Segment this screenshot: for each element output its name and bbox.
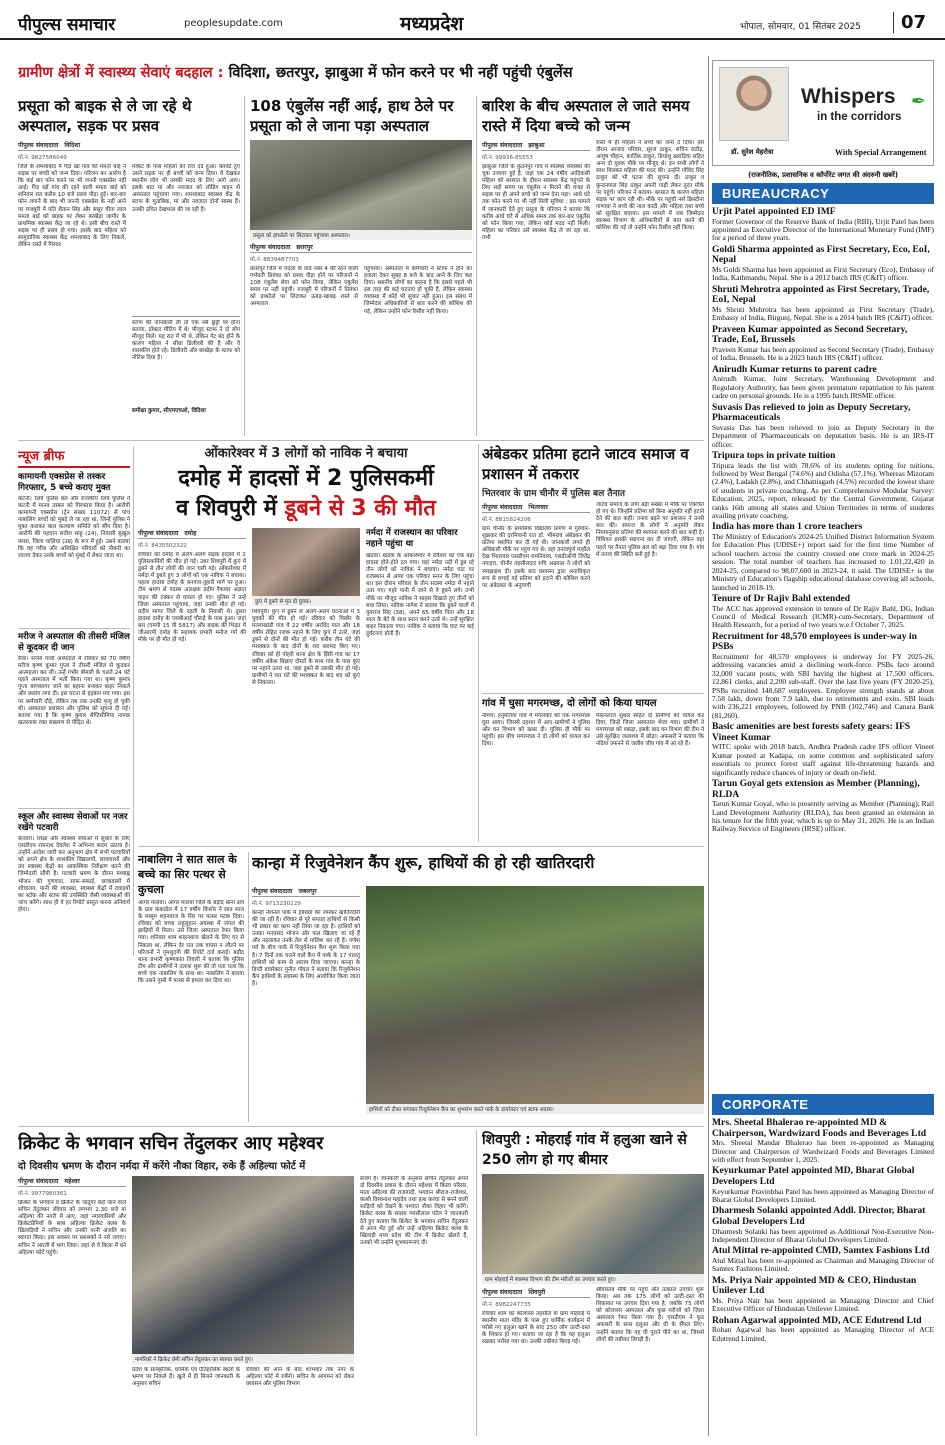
- byline-name: पीपुल्स संवाददाता: [252, 888, 293, 895]
- story-headline-highlight: डूबने से 3 की मौत: [284, 496, 436, 521]
- story-body: क्रिकेट के भगवान व क्रिकेट के जादूगर कहे जाने वाले सचिन तेंदुलकर रविवार को लगभग 2.30 बजे मां अहिल्या की नगरी में आए, जहां नगरवासियों और क्रिकेटप्रेमियों के साथ अहिल्या क्रिकेट क्लब के खिलाड़ियों ने सचिन और उनकी पत्नी अंजलि का स्वागत किया। इस अवसर पर प्रशंसकों ने नारे लगाए। सचिन ने आरती में भाग लिया। जहां से वे किला में बने अहिल्या फोर्ट पहुंचे।: [18, 1200, 126, 1256]
- sub-headline: भितरवार के ग्राम चीनौर में पुलिस बल तैनात: [482, 489, 626, 499]
- brief-headline: मरीज ने अस्पताल की तीसरी मंजिल से कूदकर दी जान: [18, 632, 130, 653]
- dateline: भोपाल, सोमवार, 01 सितंबर 2025: [740, 22, 861, 32]
- mobile-number: मो.नं. 9827586049: [18, 155, 67, 161]
- story-body: कान्हा नेशनल पार्क में हाथियों की जमकर खातिरदारी की जा रही है। रविवार से पूरे सप्ताह हाथियों से किसी भी प्रकार का काम नहीं लिया जा रहा है। हाथियों को उनका मनपसंद भोजन और फल खिलाए जा रहे हैं और नहलाकर उनके तेल से मालिश कर रहे हैं। गणेश पर्व के बीच पार्क में रिजुवेनेशन कैंप शुरू किया गया है। 7 दिनों तक चलने वाले कैंप में पार्क के 17 पालतू हाथियों को काम से आराम दिया जाएगा। कान्हा के डिप्टी डायरेक्टर पुनीत गोयल ने बताया कि रिजुवेनेशन कैंप हाथियों के स्वास्थ्य के लिए आयोजित किया जाता है।: [252, 910, 360, 987]
- byline-place: जबलपुर: [298, 888, 317, 895]
- story-body-continued: मार्केट के पास महिला को तेज दर्द हुआ। करवटें हुए उसने सड़क पर ही बच्ची को जन्म दिया। ये देखकर स्थानीय लोग भी उसकी मदद के लिए आगे आए। इसके बाद मां और नवजात को लोडिंग वाहन से अस्पताल पहुंचाया गया। शमशाबाद स्वास्थ्य केंद्र के स्टाफ के मुताबिक, मां और नवजात दोनों स्वस्थ हैं। उनकी उचित देखभाल की जा रही है।: [132, 164, 240, 213]
- brief-item: [18, 472, 130, 624]
- whispers-item-headline: Ms. Priya Nair appointed MD & CEO, Hindustan Unilever Ltd: [712, 1274, 917, 1297]
- whispers-item: [712, 522, 934, 591]
- whispers-item: [712, 245, 934, 283]
- whispers-item-body: The ACC has approved extension in tenure of Dr Rajiv Bahl, DG, Indian Council of Medical Research (ICMR)-cum-Secretary, Department of Health Research, for a period of two years w.e.f October 7, 2025.: [712, 603, 934, 630]
- crocodile-body-continued: मोहनलाल सुथार सहित दो ग्रामीणों को घायल कर दिया, जिन्हें जिला अस्पताल भेजा गया। ग्रामीणों ने मगरमच्छ को पकड़ा, इसके बाद वन विभाग की टीम ने उसे सुरक्षित जलाशय में छोड़ा। अफसरों ने बताया कि नदियां उफनने से जलीय जीव गांव में आ रहे हैं।: [596, 713, 704, 748]
- story-body-continued: रास्ते में ही महिला ने बच्चे को जन्म दे दिया। इस दौरान आजाद परिवार, सूरज ठाकुर, सचिन राठौड़, आयुष चौहान, कार्तिक ठाकुर, प्रियांशु खराड़िया सहित अन्य दो युवक मौके पर मौजूद थे। इन सभी लोगों ने साथ मिलकर महिला की मदद की। उन्होंने गोविंद सिंह ठाकुर को भी घटना की सूचना दी। ठाकुर व कुन्दनपाल सिंह ठाकुर अपनी गाड़ी लेकर तुरंत मौके पर पहुंचे। परिजन ने बताया- बरसात के कारण महिला सड़क पर कांप रही थी। मौके पर पहुंची नर्स क्रिस्टीना गाणावा ने बच्चे की नाल काटी और महिला तथा बच्चे को सुरक्षित बचाया। इस मामले में जब जिम्मेदार स्वास्थ्य विभाग के अधिकारियों से बात करने की कोशिश की गई तो उन्होंने फोन रिसीव नहीं किया।: [596, 140, 704, 232]
- brief-headline: कामायनी एक्सप्रेस से तस्कर गिरफ्तार, 5 बच्चे कराए मुक्त: [18, 472, 111, 493]
- story-damoh-shivpuri: [138, 444, 474, 842]
- whispers-item-body: Suvasis Das has been relieved to join as Deputy Secretary in the Department of Pharmaceuticals on deputation basis. He is an IRS-IT officer.: [712, 422, 934, 449]
- corporate-list: [712, 1115, 934, 1438]
- sub-headline: दो दिवसीय भ्रमण के दौरान नर्मदा में करेंगे नौका विहार, रुके हैं अहिल्या फोर्ट में: [18, 1161, 306, 1172]
- whispers-item-headline: Atul Mittal re-appointed CMD, Samtex Fashions Ltd: [712, 1245, 930, 1257]
- sub-headline: नर्मदा में राजस्थान का परिवार नहाने पहुंचा था: [366, 528, 458, 549]
- story-vidisha: [18, 96, 240, 436]
- story-body: रविवार को दमोह में अलग-अलग सड़क हादसों में 2 पुलिसकर्मियों की मौत हो गई। उधर शिवपुरी में कुएं में डूबने से तीन लोगों की जान चली गई। ओंकारेश्वर में नर्मदा में डूबते हुए 3 लोगों को एक नाविक ने बचाया। पहला हादसा दमोह के बनगांव-तुहारी मार्ग पर हुआ। टीम भ्रमण से पदस्थ आरक्षक प्रदीप रैकवार अज्ञात वाहन की टक्कर से घायल हो गए। पुलिस ने उन्हें जिला अस्पताल पहुंचाया, जहां उनकी मौत हो गई। प्रदीप सागर जिले के रहली के निवासी थे। दूसरा हादसा दमोह के एसबीआई चौराहे के पास हुआ। जहां बस (एमपी 15 पी 5817) और बाइक की भिड़ंत में जीआरपी दमोह के सहायक प्रभारी मनोज गर्ग की मौके पर ही मौत हो गई।: [138, 552, 246, 644]
- whispers-item: [712, 325, 934, 363]
- mobile-number: मो.नं. 8815824206: [482, 517, 531, 523]
- whispers-item-body: Ms Goldi Sharma has been appointed as First Secretary (Eco), Embassy of India, Kathmandu, Nepal. She is a 2012 batch IRS (C&IT) officer.: [712, 265, 934, 283]
- story-kanha: [252, 852, 704, 1122]
- banner-text: विदिशा, छतरपुर, झाबुआ में फोन करने पर भी नहीं पहुंची एंबुलेंस: [228, 65, 573, 81]
- whispers-item-body: Recruitment for 48,570 employees is underway for FY 2025-26, addressing vacancies amid a declining work-force. PSBs face around 32,000 vacant posts, with SBI having the highest at 17,500 officers, 12,861 clerks, and 2,200 sub-staff. Over the last five years (FY 2020-25), PSBs recruited 148,687 employees. Employee strength stands at about 7.58 lakh, down from 7.9 lakh, due to retirements and exits. SBI leads with 236,221 employees, followed by PNB (102,746) and Canara Bank (81,260).: [712, 651, 934, 720]
- photo-caption: हाथियों को टीका लगाकर रिजुवेनेशन कैंप का शुभारंभ करते पार्क के डायरेक्टर एवं स्टाफ सदस्य।: [366, 1104, 704, 1114]
- byline-name: पीपुल्स संवाददाता: [482, 1289, 523, 1296]
- whispers-item-headline: Suvasis Das relieved to join as Deputy Secretary, Pharmaceuticals: [712, 401, 911, 424]
- section-title: मध्यप्रदेश: [400, 13, 464, 35]
- brief-body: रीवा। संजय गांधी अस्पताल में रविवार को 70 वर्षीय मरीज कृष्ण कुमार गुप्ता ने तीसरी मंजिल से कूदकर आत्महत्या कर ली। उन्हें गंभीर बीमारी के चलते 24 घंटे पहले अस्पताल में भर्ती किया गया था। कृष्ण कुमार गुप्ता बाणसागर जाने का बहाना बनाकर बाहर निकले और छलांग लगा दी। इस घटना से हड़कंप मच गया। इस पर कर्मचारी दौड़े, लेकिन तब तक उनकी मृत्यु हो चुकी थी। अस्पताल प्रशासन और पुलिस को सूचना दी गई। बताया गया है कि कृष्ण कुमार सेप्टिसीमिया नामक खतरनाक रक्त संक्रमण से पीड़ित थे।: [18, 656, 130, 726]
- whispers-item: [712, 1118, 934, 1164]
- byline: [482, 140, 590, 151]
- quote-author: समीक्षा कुमार, सीएमएचओ, विदिशा: [132, 408, 206, 414]
- columnist-name: डॉ. सुरेश मेहरोत्रा: [731, 148, 774, 156]
- byline-place: भितरवार: [528, 504, 548, 511]
- story-headline: शिवपुरी : मोहराई गांव में हलुआ खाने से 250 लोग हो गए बीमार: [482, 1132, 687, 1168]
- whispers-item-headline: Keyurkumar Patel appointed MD, Bharat Global Developers Ltd: [712, 1165, 915, 1187]
- medical-camp-photo: [482, 1174, 704, 1284]
- official-quote: [132, 316, 240, 414]
- byline: [138, 528, 246, 539]
- story-headline: नाबालिग ने सात साल के बच्चे का सिर पत्थर से कुचला: [138, 853, 237, 896]
- photo-caption: नागरिकों ने क्रिकेट प्रेमी सचिन तेंदुलकर का स्वागत करते हुए।: [132, 1354, 354, 1364]
- byline-place: महेश्वर: [64, 1178, 80, 1185]
- byline: [482, 502, 590, 513]
- story-body: आगर मालवा। आगर मालवा जिले के बड़ौद थाना क्षेत्र के ग्राम कंकाडेल में 17 वर्षीय किशोर ने सात साल के मासूम शहनवाज के सिर पर पत्थर पटक दिया। रविवार को बच्चा लहूलुहान अवस्था में जंगल की झाड़ियों में मिला। उसे जिला अस्पताल रेफर किया गया। शनिवार शाम शाहनवाज खेलने के लिए घर से निकला था, लेकिन देर रात तक वापस न लौटने पर परिजनों ने गुमशुदगी की रिपोर्ट दर्ज कराई। बड़ौद थाना प्रभारी कृष्णकांत तिवारी ने बताया कि पुलिस टीम और ग्रामीणों ने तलाश शुरू की तो पता चला कि बच्चे एक नाबालिग के साथ था। नाबालिग ने बताया कि उसने गुस्से में पत्थर से हमला कर दिया था।: [138, 900, 244, 985]
- whispers-item-body: Mrs. Sheetal Mandar Bhalerao has been re-appointed as Managing Director and Chairperson of Wardwizard Foods and Beverages Limited with effect from September 1, 2025.: [712, 1138, 934, 1164]
- byline-place: शिवपुरी: [528, 1289, 546, 1296]
- whispers-item: [712, 403, 934, 449]
- whispers-item-headline: Mrs. Sheetal Bhalerao re-appointed MD & Chairperson, Wardwizard Foods and Beverages Ltd: [712, 1117, 927, 1139]
- elephant-photo: [366, 886, 704, 1114]
- byline: [482, 1287, 590, 1298]
- story-body-continued: जाटव समाज के लोग बड़ी संख्या में मौके पर एकत्रित हो गए थे। जिन्होंने प्रतिमा को बिना अनुमति नहीं हटाने देने की बात कही। तनाव बढ़ने पर प्रशासन ने उनसे बात की। समाज के लोगों ने अनुमति लेकर नियमानुसार प्रतिमा की स्थापना करने की बात कही है। विधिवत इसकी स्थापना कर दी जाएगी, लेकिन वहां पहले पर तैनात पुलिस बल को बढ़ा दिया गया है। गांव में तनाव की स्थिति बनी हुई है।: [596, 502, 704, 558]
- whispers-item-headline: Tripura tops in private tuition: [712, 450, 836, 462]
- paper-name: पीपुल्स समाचार: [18, 15, 116, 35]
- drowning-victims-photo: [252, 528, 360, 606]
- whispers-item-headline: Tarun Goyal gets extension as Member (Planning), RLDA: [712, 777, 920, 800]
- whispers-item-headline: Goldi Sharma appointed as First Secretary, Eco, EoI, Nepal: [712, 243, 930, 266]
- story-agar-malwa: [138, 852, 244, 1122]
- whispers-item-body: Dharmesh Solanki has been appointed as Additional Non-Executive Non-Independent Director of Bharat Global Developers Limited.: [712, 1226, 934, 1244]
- whispers-item-headline: India has more than 1 crore teachers: [712, 521, 863, 533]
- byline-name: पीपुल्स संवाददाता: [138, 530, 179, 537]
- brief-body: बाजारा। शिक्षा और स्वास्थ्य सेवाओं में सुधार के लिए एसडीएम रामनाथ देवलेश ने अभिनव कदम उठाया है। उन्होंने आदेश जारी कर अनुभाग क्षेत्र में सभी पटवारियों को अपने क्षेत्र के शासकीय विद्यालयों, छात्रावासों और उप स्वास्थ्य केंद्रों का आकस्मिक निरीक्षण करने की जिम्मेदारी सौंपी है। पटवारी भ्रमण के दौरान मध्याह्न भोजन की गुणवत्ता, साफ-सफाई, छात्रावासों में शौचालय, पानी की व्यवस्था, स्वास्थ्य केंद्रों में दवाइयों का स्टॉक और स्टाफ की उपस्थिति जैसी व्यवस्थाओं की जांच करेंगे। साथ ही वे हर रिपोर्ट प्रस्तुत करना अनिवार्य होगा।: [18, 836, 130, 913]
- whispers-subtitle: in the corridors: [817, 111, 902, 123]
- whispers-item: [712, 779, 934, 834]
- masthead: [0, 0, 945, 40]
- whispers-item-body: The Ministry of Education's 2024-25 Unified District Information System for Education Plus (UDISE+) report said for the first time Number of school teachers across the country crossed one crore mark in 2024-25 session. The total number of teachers has increased to 1,01,22,420 in 2024-25, compared to 98,07,600 in 2023-24, it said. The UDISE+ is the Ministry of Education's flagship educational database covering all schools, launched in 2018-19.: [712, 532, 934, 592]
- columnist-photo: [719, 67, 789, 141]
- whispers-item-headline: Tenure of Dr Rajiv Bahl extended: [712, 592, 851, 604]
- story-body: झाबुआ जिले के कुंदनपुर गांव में स्वास्थ्य व्यवस्था की चूक उजागर हुई है, जहां एक 24 वर्षीय आदिवासी महिला को बरसात के दौरान स्वास्थ्य केंद्र पहुंचने के लिए सही समय पर एंबुलेंस न मिलने की वजह से सड़क पर ही अपने बच्चे को जन्म देना पड़ा। आधे घंटे तक फोन करने पर भी नहीं मिली सुविधा : इस मामले में जानकारी देते हुए प्रसूता के परिजन ने बताया कि करीब आधे घंटे से अधिक समय तक बार-बार एंबुलेंस को फोन किया गया, लेकिन कोई मदद नहीं मिली। महिला का परिवार उसे स्वास्थ्य केंद्र ले जा रहा था, तभी: [482, 164, 590, 241]
- whispers-item: [712, 1316, 934, 1343]
- brief-headline: स्कूल और स्वास्थ्य सेवाओं पर नजर रखेंगे पटवारी: [18, 812, 128, 833]
- story-body-omkareshwar: खंडवा। खंडवा के ओंकारेश्वर में रविवार को एक बड़ा हादसा होते-होते टल गया। यहां नर्मदा नदी में डूब रहे तीन लोगों को नाविक ने बचाया। नर्मदा घाट पर राजस्थान से आया एक परिवार स्नान के लिए पहुंचा था। इस दौरान परिवार के तीन सदस्य नर्मदा में नहाने उतर गए। गहरे पानी में जाने से वे डूबने लगे। तभी मौके पर मौजूद नाविक ने साहस दिखाते हुए तीनों को बचा लिया। नाविक नागेश ने बताया कि डूबने वालों में युवराज सिंह (38), अपने 65 वर्षीय पिता और 18 साल के बेटे के साथ स्नान करने उतरे थे। उन्हें सुरक्षित बाहर निकाला गया। नाविक ने बताया कि घाट पर कई दुर्घटनाएं होती हैं।: [366, 553, 474, 638]
- whispers-item-headline: Basic amenities are best forests safety gears: IFS Vineet Kumar: [712, 721, 911, 743]
- photo-caption: प्रसूता को हाथठेले पर लिटाकर पहुंचाया अस्पताल।: [250, 230, 472, 240]
- story-kicker: ओंकारेश्वर में 3 लोगों को नाविक ने बचाया: [204, 446, 408, 461]
- mobile-number: मो.नं. 9713230229: [252, 901, 301, 907]
- story-body: जिले के शमशाबाद में गैदा खाँ गांव की ममता बाई ने सड़क पर बच्ची को जन्म दिया। परिजन का आरोप है कि कई बार फोन करने पर भी जननी एक्सप्रेस नहीं आई। गैंदा खाँ गांव की रहने वाली ममता बाई को शनिवार रात करीब 10 बजे प्रसव पीड़ा हुई। बार-बार फोन लगाने के बाद भी जननी एक्सप्रेस के नहीं आने पर मजबूरी में पति शैतान सिंह और ससुर चीता लाल ममता बाई को बाइक पर लेकर बरखेड़ा जागीर के प्राथमिक स्वास्थ्य केंद्र जा रहे थे। इसी बीच रास्ते में सड़क पर ही प्रसव हो गया। इसके बाद महिला को सामुदायिक स्वास्थ्य केंद्र शमशाबाद के लिए निकले, लेकिन रास्ते में गिरधर: [18, 164, 126, 249]
- whispers-item-body: Tripura leads the list with 78.6% of its students opting for tuitions, followed by West Bengal (74.6%) and Odisha (57.1%). Whereas Mizoram (2.4%), Ladakh (2.8%), and Chhattisgarh (4.5%) recorded the lowest share of students in private coaching. As per Comprehensive Modular Survey: Education, 2025, report, released by the Central Government, Gujarat ranks 16th among all states and Union Territories in terms of students availing private coaching.: [712, 460, 934, 521]
- special-arrangement: With Special Arrangement: [835, 148, 927, 157]
- whispers-item-body: Ms Shruti Mehrotra has been appointed as First Secretary (Trade), Embassy of India, Birgunj, Nepal. She is a 2014 batch IRS (C&IT) officer.: [712, 305, 934, 323]
- whispers-item-body: Atul Mittal has been re-appointed as Chairman and Managing Director of Samtex Fashions Limited.: [712, 1256, 934, 1274]
- mobile-number: मो.नं. 9977980361: [18, 1191, 67, 1197]
- story-headline: क्रिकेट के भगवान सचिन तेंदुलकर आए महेश्वर: [18, 1133, 324, 1154]
- quote-text: स्टाफ की जानकारी ली तो एक नर्स छुट्टी पर होना बताया, डॉक्टर मीटिंग में थे। मौजूद स्टाफ ने दो लोग मौजूद मिले। यह रात में भी थे, लेकिन गेट बंद होने के कारण महिला ने सीधा डिलीवरी की है और वे शासकीय होते रहे। डिलीवरी और बरखेड़ा के स्टाफ को नोटिस दिया है।: [132, 320, 240, 362]
- whispers-item: [712, 594, 934, 630]
- whispers-item-body: Keyurkumar Pravinbhai Patel has been appointed as Managing Director of Bharat Global Developers Limited.: [712, 1186, 934, 1204]
- health-banner: [18, 62, 700, 88]
- byline-place: छतरपुर: [296, 244, 313, 251]
- photo-caption: ग्राम मोहराई में स्वास्थ्य विभाग की टीम मरीजों का उपचार करते हुए।: [482, 1274, 704, 1284]
- whispers-item-body: Rohan Agarwal has been appointed as Managing Director of ACE Edutrend Limited.: [712, 1325, 934, 1343]
- story-shivpuri-halwa: [482, 1130, 704, 1436]
- whispers-item-headline: Urjit Patel appointed ED IMF: [712, 206, 836, 217]
- story-body-shivpuri: शिवपुरी। कुएं में डूबने से अलग-अलग घटनाओं में 3 युवकों की मौत हो गई। रविवार को पिछोर के मल्लाखांडी गांव में 22 वर्षीय अरविंद पाल और 18 वर्षीय रोहित रजक नहाने के लिए कुएं में उतरे, जहां डूबने से दोनों की मौत हो गई। करीब तीन घंटे की मशक्कत के बाद दोनों के शव बरामद किए गए। रविवार को ही पोहरी थाना क्षेत्र के झिरी गांव का 17 वर्षीय अंकेश बिछाए दोस्तों के साथ गांव के पास कुएं पर नहाने उतरा था, जहां डूबने से उसकी मौत हो गई। ग्रामीणों ने चार घंटे की मशक्कत के बाद शव को कुएं से निकाला।: [252, 609, 360, 686]
- brief-label: न्यूज ब्रीफ: [18, 446, 130, 468]
- byline-name: पीपुल्स संवाददाता: [18, 1178, 59, 1185]
- byline: [18, 140, 240, 151]
- whispers-item: [712, 207, 934, 243]
- whispers-item-headline: Praveen Kumar appointed as Second Secretary, Trade, EoI, Brussels: [712, 323, 908, 346]
- byline: [250, 242, 472, 253]
- corporate-heading: CORPORATE: [712, 1094, 934, 1115]
- mobile-number: मो.नं. 8435502322: [138, 543, 187, 549]
- whispers-item: [712, 722, 934, 777]
- story-body-continued-2: रविवार की आने के बाद शांभवार तक नगर के अहिल्या फोर्ट में रुकेंगे। सचिन के आगमन को लेकर प्रशासन और पुलिस विभाग: [246, 1367, 354, 1388]
- brief-body: कटनी। रेलवे पुलिस बल और राजकीय रेलवे पुलिस ने कटनी में मानव तस्कर को गिरफ्तार किया है। आरोपी कामायनी एक्सप्रेस (ट्रेन संख्या 11072) से पांच नाबालिग बच्चों को मुंबई ले जा रहा था, जिन्हें पुलिस ने मुक्त कराकर बाल कल्याण समिति को सौंप दिया है। आरोपी की पहचान सतीश साहू (24), निवासी सुखुल छपरा, जिला चालिया (उप्र) के रूप में हुई। उसने बताया कि वह गरीब और अशिक्षित परिवारों को नौकरी का लालच देकर उनके बच्चों को मुंबई में लेकर जाता था।: [18, 496, 130, 559]
- story-body: छतरपुर जिले में चंदला के वार्ड नंबर 4 की रहने वाली गर्भवती प्रियंका को प्रसव पीड़ा होने पर परिजनों ने 108 एंबुलेंस सेवा को फोन किया, लेकिन एंबुलेंस समय पर नहीं पहुंची। मजबूरी में परिजनों ने प्रियंका को हाथठेले पर लिटाकर ऊबड़-खाबड़ रास्ते से अस्पताल: [250, 266, 358, 308]
- story-headline: बारिश के बीच अस्पताल ले जाते समय रास्ते में दिया बच्चे को जन्म: [482, 97, 690, 135]
- sachin-photo: [132, 1176, 354, 1364]
- story-headline: कान्हा में रिजुवेनेशन कैंप शुरू, हाथियों की हो रही खातिरदारी: [252, 854, 595, 872]
- whispers-title: Whispers: [801, 85, 896, 108]
- story-headline: प्रसूता को बाइक से ले जा रहे थे अस्पताल, सड़क पर प्रसव: [18, 97, 192, 135]
- story-body-continued: प्रदेश के सांस्कृतिक, धार्मिक एवं ऐतिहासिक स्थलों के भ्रमण पर निकले हैं। खुले में ही मिलने जानकारी के अनुसार सचिन: [132, 1367, 240, 1388]
- story-ambedkar: [482, 444, 704, 842]
- mobile-number: मो.नं. 8982247735: [482, 1302, 531, 1308]
- photo-caption: कुएं में डूबने से मृत दो युवक।: [252, 596, 360, 606]
- whispers-tagline: (राजनीतिक, प्रशासनिक व कॉर्पोरेट जगत की अंदरुनी खबरें): [748, 171, 898, 179]
- crocodile-headline: गांव में घुसा मगरमच्छ, दो लोगों को किया घायल: [482, 693, 704, 710]
- whispers-item: [712, 632, 934, 720]
- website: peoplesupdate.com: [184, 18, 283, 29]
- brief-item: [18, 808, 130, 956]
- whispers-item-body: Ms. Priya Nair has been appointed as Managing Director and Chief Executive Officer of Hindustan Unilever Limited.: [712, 1296, 934, 1314]
- feather-icon: ✒: [911, 91, 927, 112]
- whispers-item: [712, 285, 934, 323]
- news-brief: [18, 446, 130, 956]
- story-headline-part: व शिवपुरी में: [176, 496, 277, 521]
- whispers-item-body: Tarun Kumar Goyal, who is presently serving as Member (Planning), Rail Land Development Authority (RLDA), has been granted an extension in his tenure for the fifth year, which is up to May 31, 2026. He is an Indian Railway Service of Engineers (IRSE) officer.: [712, 799, 934, 834]
- whispers-column: [712, 60, 934, 1438]
- whispers-item-headline: Anirudh Kumar returns to parent cadre: [712, 363, 877, 375]
- whispers-item: [712, 1276, 934, 1314]
- banner-kicker: ग्रामीण क्षेत्रों में स्वास्थ्य सेवाएं बदहाल :: [18, 65, 224, 81]
- mobile-number: मो.नं. 99936-85553: [482, 155, 533, 161]
- whispers-item: [712, 1206, 934, 1244]
- byline-place: झाबुआ: [528, 142, 545, 149]
- story-body: रविवार शाम को कोलारस तहसील के ग्राम मोहराई में स्थानीय माता मंदिर के पास हुए धार्मिक कार्यक्रम में परोसे गए हलुआ खाने के बाद 250 लोग उल्टी-दस्त के शिकार हो गए। बताया जा रहा है कि यह हलुआ रखकर परोसा गया था। उनकी तबीयत बिगड़ गई।: [482, 1311, 590, 1346]
- story-sachin: [18, 1130, 470, 1436]
- story-headline: अंबेडकर प्रतिमा हटाने जाटव समाज व प्रशासन में तकरार: [482, 445, 689, 483]
- story-headline: 108 एंबुलेंस नहीं आई, हाथ ठेले पर प्रसूता को ले जाना पड़ा अस्पताल: [250, 97, 454, 135]
- byline-place: विदिशा: [64, 142, 81, 149]
- story-body-continued: पहुंचाया। अस्पताल में कर्मचारी ने स्टाफ न होने का हवाला देकर सुबह 8 बजे के बाद आने के लिए कह दिया। स्थानीय लोगों का कहना है कि इससे पहले भी इस तरह की कई घटनाएं हो चुकी हैं, लेकिन स्वास्थ्य व्यवस्था में कोई भी सुधार नहीं हुआ। इस संबंध में जिम्मेदार अधिकारियों से बात करने की कोशिश की गई, लेकिन उन्होंने फोन रिसीव नहीं किया।: [364, 266, 472, 315]
- story-body: ग्राम चीनौर के प्राथमिक विद्यालय प्रांगण में गुरुवार-शुक्रवार की दरमियानी रात डॉ. भीमराव अंबेडकर की प्रतिमा स्थापित कर दी गई थी। जानकारी लगते ही अधिकारी मौके पर पहुंच गए थे। वहां तनावपूर्ण माहौल देख भितरवार एसडीएम रामनिवास, एसडीओपी जितेंद्र नगाइच, चीनौर तहसीलदार रुचि अग्रवाल ने लोगों को समझाइश दी। इसके बाद प्रशासन द्वारा अनाधिकृत रूप से लगाई गई प्रतिमा को हटाने की कोशिश करने पर अंबेडकर के अनुयायी: [482, 526, 590, 589]
- whispers-header: [712, 60, 934, 166]
- story-chhatarpur: [250, 96, 472, 436]
- bureaucracy-heading: BUREAUCRACY: [712, 183, 934, 204]
- brief-item: [18, 628, 130, 804]
- mobile-number: मो.नं. 8839487703: [250, 257, 299, 263]
- story-headline: दमोह में हादसों में 2 पुलिसकर्मी: [178, 466, 434, 491]
- whispers-item-body: Former Governor of the Reserve Bank of India (RBI), Urjit Patel has been appointed as Executive Director of the International Monetary Fund (IMF) for a period of three years.: [712, 216, 934, 243]
- byline-name: पीपुल्स संवाददाता: [482, 504, 523, 511]
- crocodile-body: नीमच। हनुमतिया गांव में मंगलवार को एक मगरमच्छ घुस आया। जिससे दहशत में आए ग्रामीणों ने पुलिस और वन विभाग को खबर दी। पुलिस ही मौके पर पहुंची। इस बीच मगरमच्छ ने दो लोगों को घायल कर दिया।: [482, 713, 590, 748]
- whispers-item: [712, 365, 934, 401]
- whispers-item-headline: Dharmesh Solanki appointed Addl. Director, Bharat Global Developers Ltd: [712, 1205, 926, 1227]
- whispers-item: [712, 1246, 934, 1273]
- story-jhabua: [482, 96, 704, 436]
- whispers-item-body: Praveen Kumar has been appointed as Second Secretary (Trade), Embassy of India, Brussels. He is a 2023 batch IRS (C&IT) officer.: [712, 345, 934, 363]
- whispers-item-body: Anirudh Kumar, Joint Secretary, Warehousing Development and Regulatory Authority, has been given premature repatriation to his parent cadre on personal grounds. He is a 1995 batch IRSME officer.: [712, 374, 934, 401]
- whispers-item: [712, 451, 934, 520]
- whispers-item: [712, 1166, 934, 1204]
- story-body-continued: श्रीवास्तव मौके पर पहुंचे और तत्काल उपचार शुरू किया। अब तक 175 लोगों को उल्टी-दस्त की शिकायत पर उपचार दिया गया है, जबकि 75 लोगों को कोलारस अस्पताल और कुछ मरीजों को जिला अस्पताल रेफर किया गया है। एसडीएम ने फूड अफसरों के साथ हलुआ और घी के सैंपल लिए। उन्होंने बताया कि यह घी पुराने पीने का था, जिससे लोगों की तबीयत बिगड़ी है।: [596, 1287, 704, 1343]
- whispers-item-body: WITC spoke with 2018 batch, Andhra Pradesh cadre IFS officer Vineet Kumar posted at Kadapa, on some common and sophisticated safety essentials to protect forest staff against life-threatening hazards and significantly reduce chances of injury or death on-field.: [712, 742, 934, 777]
- handcart-photo: [250, 140, 472, 240]
- whispers-item-headline: Rohan Agarwal appointed MD, ACE Edutrend Ltd: [712, 1314, 922, 1326]
- byline-name: पीपुल्स संवाददाता: [482, 142, 523, 149]
- page-number: 07: [893, 12, 926, 33]
- whispers-item-headline: Recruitment for 48,570 employees is under-way in PSBs: [712, 630, 917, 653]
- byline: [18, 1176, 126, 1187]
- byline-place: दमोह: [184, 530, 197, 537]
- story-body-continued-3: सजग है। जानकारी के अनुसार सचिन तेंदुलकर अपने दो दिवसीय प्रवास के दौरान महेश्वर में किला परिसर, माता अहिल्या की राजगादी, भगवान श्रीराज-राजेश्वर, काशी विश्वनाथ महादेव तथा हाथ करघा से बनने वाली साड़ियों को देखने के पश्चात नौका विहार भी करेंगे। क्रिकेट क्लब के सदस्य ग्यासीलाल पटेल ने जानकारी देते हुए बताया कि क्रिकेट के भगवान सचिन तेंदुलकर से आज भेंट हुई और उन्हें अहिल्या क्रिकेट क्लब के खिलाड़ी मध्य प्रदेश की टीम में क्रिकेट खेलते हैं, उनको भी उन्होंने शुभकामनाएं दीं।: [360, 1176, 468, 1246]
- bureaucracy-list: [712, 204, 934, 1090]
- byline-name: पीपुल्स संवाददाता: [250, 244, 291, 251]
- byline-name: पीपुल्स संवाददाता: [18, 142, 59, 149]
- byline: [252, 886, 360, 897]
- whispers-item-headline: Shruti Mehrotra appointed as First Secretary, Trade, EoI, Nepal: [712, 283, 930, 306]
